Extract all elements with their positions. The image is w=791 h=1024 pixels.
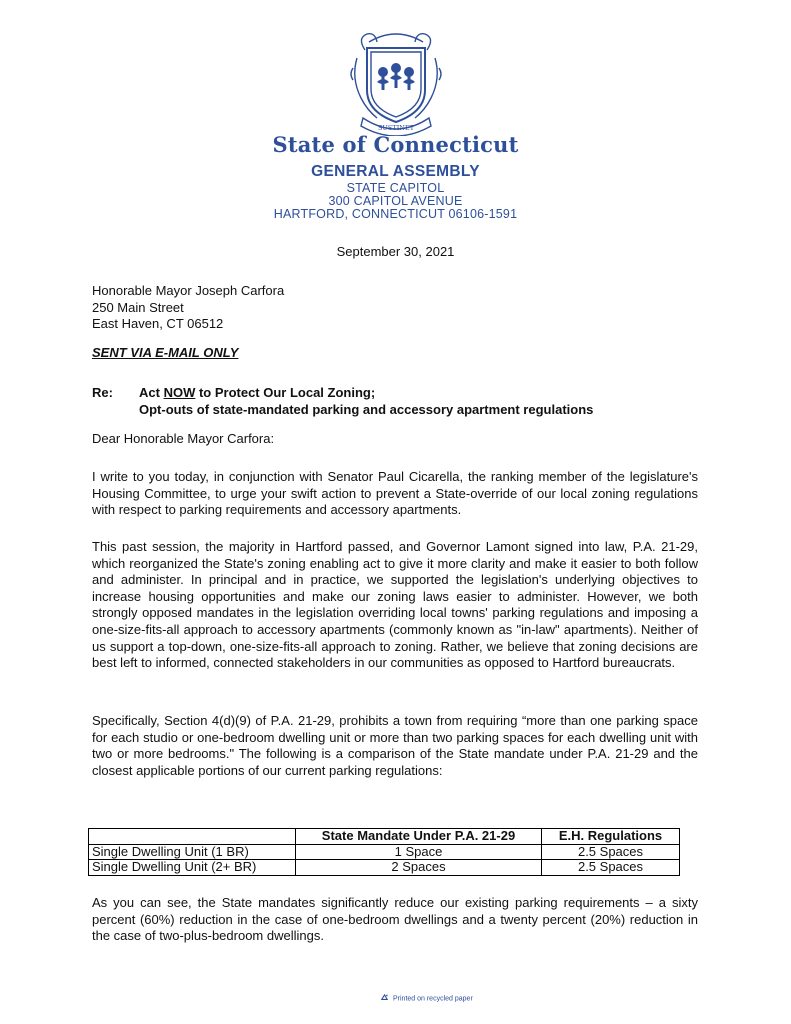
- table-header-row: [89, 829, 680, 845]
- subject-emphasis: NOW: [163, 385, 196, 400]
- table-row: [89, 844, 680, 860]
- subject-line2: Opt-outs of state-mandated parking and accessory apartment regulations: [139, 401, 594, 417]
- subject-line1-pre: Act: [139, 385, 164, 400]
- letter-date: September 30, 2021: [336, 244, 455, 259]
- footer-text: Printed on recycled paper: [393, 995, 473, 1003]
- letterhead-line-capitol: STATE CAPITOL: [346, 181, 445, 195]
- recycle-icon: [380, 994, 389, 1003]
- table-header-cell: [89, 829, 296, 845]
- paragraph-2: This past session, the majority in Hartford passed, and Governor Lamont signed into law, P.A. 21-29, which reorganized the State's zoning enabling act to give it more clarity and make it easier to both follow and administer. In principal and in practice, we supported the legislation's underlying objectives to increase housing opportunities and make our zoning laws easier to administer. However, we both strongly opposed mandates in the legislation overriding local towns' parking regulations and imposing a one-size-fits-all approach to accessory apartments (commonly known as "in-law" apartments). Neither of us support a top-down, one-size-fits-all approach to zoning. Rather, we believe that zoning decisions are best left to informed, connected stakeholders in our communities as opposed to Hartford bureaucrats.: [92, 539, 698, 671]
- letterhead-state-name: State of Connecticut: [272, 132, 519, 157]
- subject-line: [92, 385, 593, 418]
- table-cell: 1 Space: [296, 844, 542, 860]
- table-cell: 2 Spaces: [296, 860, 542, 876]
- subject-label: Re:: [92, 385, 113, 400]
- letterhead-line-city: HARTFORD, CONNECTICUT 06106-1591: [273, 207, 518, 221]
- recipient-name: Honorable Mayor Joseph Carfora: [92, 283, 285, 298]
- recipient-city: East Haven, CT 06512: [92, 316, 224, 332]
- letterhead-assembly: GENERAL ASSEMBLY: [311, 163, 480, 180]
- state-seal-icon: [347, 28, 445, 136]
- letterhead-line-avenue: 300 CAPITOL AVENUE: [328, 194, 463, 208]
- paragraph-1: I write to you today, in conjunction with Senator Paul Cicarella, the ranking member of the legislature's Housing Committee, to urge your swift action to prevent a State-override of our local zoning regulations with respect to parking requirements and accessory apartments.: [92, 469, 698, 518]
- table-cell: Single Dwelling Unit (2+ BR): [89, 860, 296, 876]
- table-cell: 2.5 Spaces: [542, 844, 680, 860]
- parking-comparison-table: [88, 828, 680, 876]
- footer-recycled-note: [380, 994, 473, 1003]
- table-row: [89, 860, 680, 876]
- table-header-cell: E.H. Regulations: [542, 829, 680, 845]
- recipient-street: 250 Main Street: [92, 299, 184, 315]
- table-cell: Single Dwelling Unit (1 BR): [89, 844, 296, 860]
- subject-line1-post: to Protect Our Local Zoning;: [195, 385, 376, 400]
- table-cell: 2.5 Spaces: [542, 860, 680, 876]
- recipient-address: [92, 283, 284, 333]
- delivery-note: SENT VIA E-MAIL ONLY: [92, 345, 239, 360]
- paragraph-3: Specifically, Section 4(d)(9) of P.A. 21-29, prohibits a town from requiring “more than one parking space for each studio or one-bedroom dwelling unit or more than two parking spaces for each dwelling unit with two or more bedrooms." The following is a comparison of the State mandate under P.A. 21-29 and the closest applicable portions of our current parking regulations:: [92, 713, 698, 778]
- salutation: Dear Honorable Mayor Carfora:: [92, 431, 275, 446]
- paragraph-4: As you can see, the State mandates significantly reduce our existing parking requirements – a sixty percent (60%) reduction in the case of one-bedroom dwellings and a twenty percent (20%) reduction in the case of two-plus-bedroom dwellings.: [92, 895, 698, 944]
- table-header-cell: State Mandate Under P.A. 21-29: [296, 829, 542, 845]
- seal-motto: SUSTINET: [377, 124, 415, 132]
